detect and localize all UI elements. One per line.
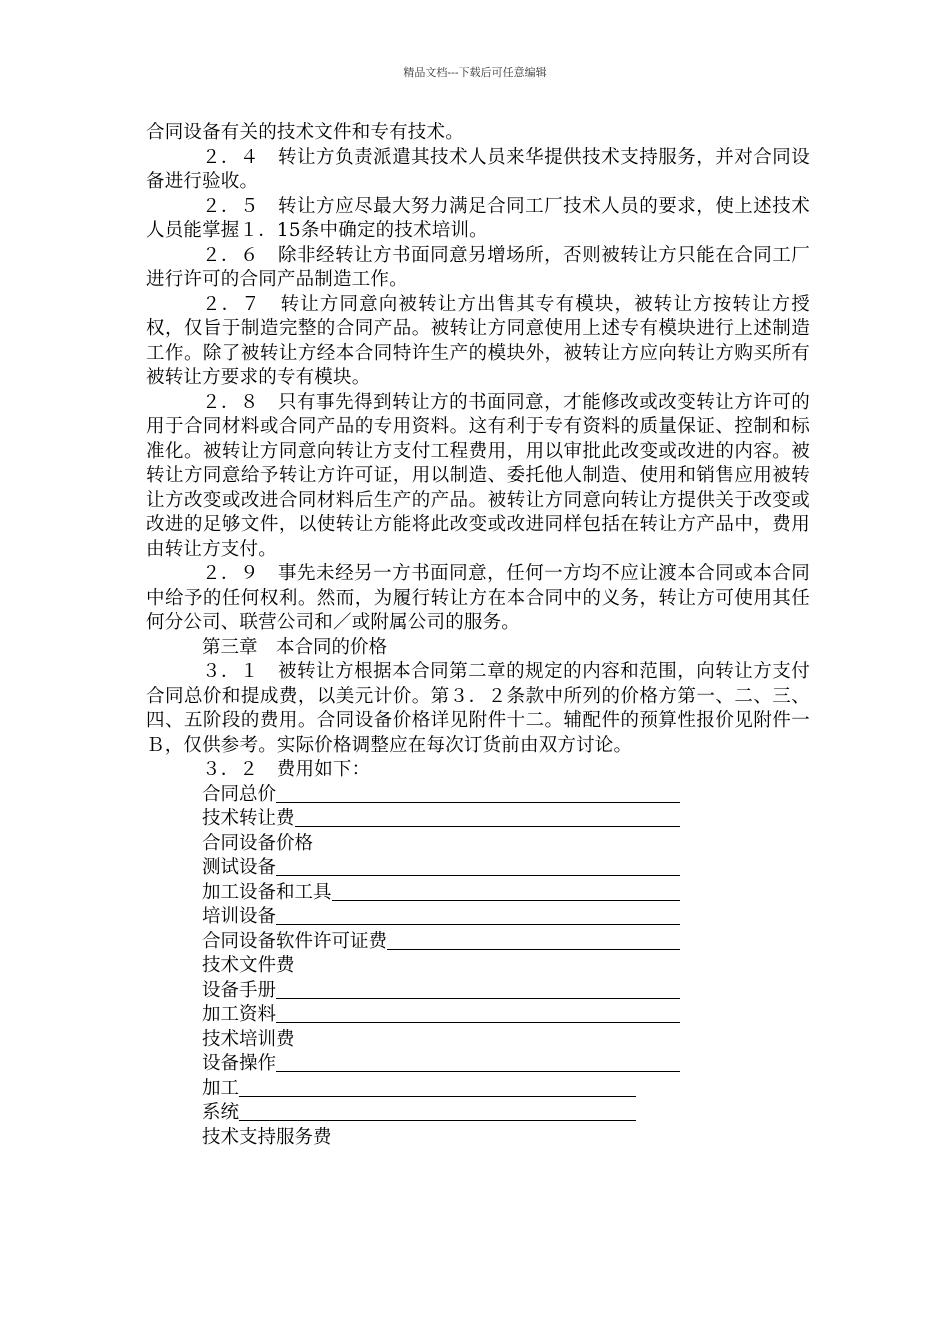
fee-item bbox=[202, 881, 810, 906]
fee-blank bbox=[276, 1052, 680, 1072]
fee-blank bbox=[276, 856, 680, 876]
fee-item bbox=[202, 1003, 810, 1028]
fee-label: 技术转让费 bbox=[202, 808, 295, 829]
fee-item bbox=[202, 1077, 810, 1102]
paragraph-2-7: ２．７ 转让方同意向被转让方出售其专有模块，被转让方按转让方授权，仅旨于制造完整的合同产品。被转让方同意使用上述专有模块进行上述制造工作。除了被转让方经本合同特许生产的模块外，被转让方应向转让方购买所有被转让方要求的专有模块。 bbox=[146, 293, 810, 388]
paragraph-2-6: ２．６ 除非经转让方书面同意另增场所，否则被转让方只能在合同工厂进行许可的合同产品制造工作。 bbox=[146, 244, 810, 290]
fee-item bbox=[202, 930, 810, 955]
paragraph-0: 合同设备有关的技术文件和专有技术。 bbox=[146, 122, 464, 143]
fee-label: 技术文件费 bbox=[202, 955, 295, 976]
fee-label: 技术培训费 bbox=[202, 1028, 295, 1050]
fee-blank bbox=[276, 783, 680, 803]
fee-blank bbox=[276, 979, 680, 999]
fee-item bbox=[202, 979, 810, 1004]
fee-list bbox=[146, 783, 810, 1151]
paragraph-2-8: ２．８ 只有事先得到转让方的书面同意，才能修改或改变转让方许可的用于合同材料或合同产品的专用资料。这有利于专有资料的质量保证、控制和标准化。被转让方同意向转让方支付工程费用，用以审批此改变或改进的内容。被转让方同意给予转让方许可证，用以制造、委托他人制造、使用和销售应用被转让方改变或改进合同材料后生产的产品。被转让方同意向转让方提供关于改变或改进的足够文件，以使转让方能将此改变或改进同样包括在转让方产品中，费用由转让方支付。 bbox=[146, 391, 810, 560]
fee-item bbox=[202, 1101, 810, 1126]
fee-label: 系统 bbox=[202, 1102, 240, 1123]
fee-label: 技术支持服务费 bbox=[202, 1126, 332, 1148]
fee-label: 培训设备 bbox=[202, 906, 277, 927]
document-body bbox=[146, 121, 810, 1150]
paragraph-3-1: ３．１ 被转让方根据本合同第二章的规定的内容和范围，向转让方支付合同总价和提成费，以美元计价。第３．２条款中所列的价格方第一、二、三、四、五阶段的费用。合同设备价格详见附件十二。辅配件的预算性报价见附件一Ｂ，仅供参考。实际价格调整应在每次订货前由双方讨论。 bbox=[146, 661, 810, 756]
fee-label: 加工 bbox=[202, 1077, 240, 1099]
fee-blank bbox=[276, 905, 680, 925]
fee-item bbox=[202, 832, 810, 857]
fee-blank bbox=[295, 807, 680, 827]
fee-label: 合同设备软件许可证费 bbox=[202, 930, 388, 952]
fee-item bbox=[202, 783, 810, 808]
page-header: 精品文档---下载后可任意编辑 bbox=[403, 66, 547, 79]
fee-label: 设备操作 bbox=[202, 1053, 277, 1074]
fee-item bbox=[202, 856, 810, 881]
fee-item bbox=[202, 905, 810, 930]
fee-label: 合同设备价格 bbox=[202, 832, 314, 854]
fee-label: 加工资料 bbox=[202, 1004, 277, 1025]
fee-item bbox=[202, 1126, 810, 1151]
fee-blank bbox=[239, 1077, 636, 1097]
fee-blank bbox=[239, 1101, 636, 1121]
fee-label: 设备手册 bbox=[202, 979, 277, 1001]
chapter-title: 第三章 本合同的价格 bbox=[202, 636, 388, 658]
paragraph-2-4: ２．４ 转让方负责派遣其技术人员来华提供技术支持服务，并对合同设备进行验收。 bbox=[146, 146, 810, 192]
fee-item bbox=[202, 807, 810, 832]
fee-label: 测试设备 bbox=[202, 857, 277, 878]
fee-label: 加工设备和工具 bbox=[202, 881, 332, 903]
fee-item bbox=[202, 954, 810, 979]
fee-blank bbox=[332, 881, 680, 901]
paragraph-2-9: ２．９ 事先未经另一方书面同意，任何一方均不应让渡本合同或本合同中给予的任何权利。然而，为履行转让方在本合同中的义务，转让方可使用其任何分公司、联营公司和／或附属公司的服务。 bbox=[146, 563, 810, 633]
fee-item bbox=[202, 1052, 810, 1077]
paragraph-2-5: ２．５ 转让方应尽最大努力满足合同工厂技术人员的要求，使上述技术人员能掌握１．15条中确定的技术培训。 bbox=[146, 195, 810, 241]
paragraph-3-2: ３．２ 费用如下： bbox=[202, 759, 371, 780]
fee-label: 合同总价 bbox=[202, 783, 277, 805]
fee-blank bbox=[276, 1003, 680, 1023]
fee-item bbox=[202, 1028, 810, 1053]
fee-blank bbox=[387, 930, 680, 950]
